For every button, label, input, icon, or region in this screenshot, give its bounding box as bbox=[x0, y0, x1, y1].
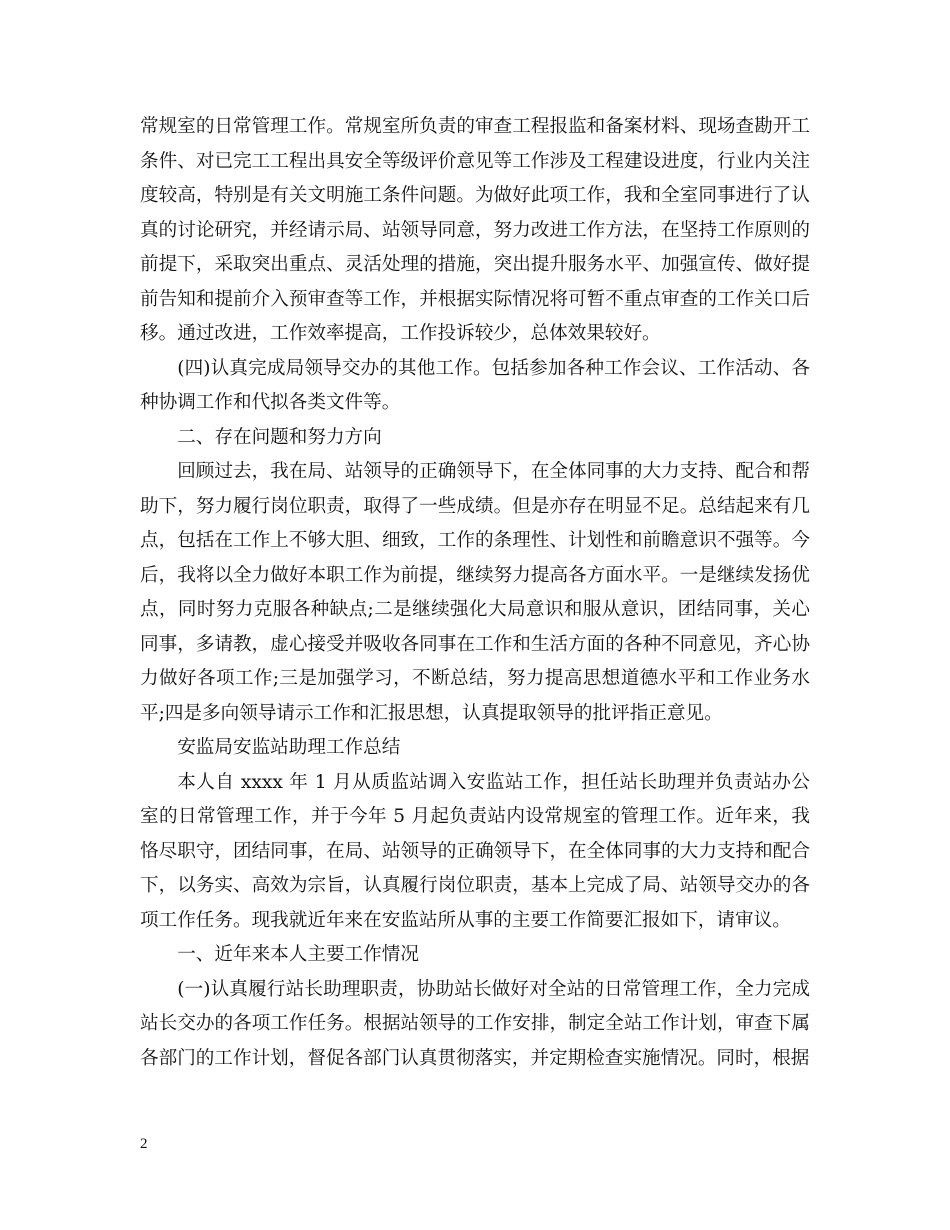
page-number: 2 bbox=[140, 1136, 148, 1152]
paragraph-1: 常规室的日常管理工作。常规室所负责的审查工程报监和备案材料、现场查勘开工条件、对已完工工程出具安全等级评价意见等工作涉及工程建设进度，行业内关注度较高，特别是有关文明施工条件问题。为做好此项工作，我和全室同事进行了认真的讨论研究，并经请示局、站领导同意，努力改进工作方法，在坚持工作原则的前提下，采取突出重点、灵活处理的措施，突出提升服务水平、加强宣传、做好提前告知和提前介入预审查等工作，并根据实际情况将可暂不重点审查的工作关口后移。通过改进，工作效率提高，工作投诉较少，总体效果较好。 bbox=[140, 116, 810, 344]
paragraph-3: 回顾过去，我在局、站领导的正确领导下，在全体同事的大力支持、配合和帮助下，努力履行岗位职责，取得了一些成绩。但是亦存在明显不足。总结起来有几点，包括在工作上不够大胆、细致，工作的条理性、计划性和前瞻意识不强等。今后，我将以全力做好本职工作为前提，继续努力提高各方面水平。一是继续发扬优点，同时努力克服各种缺点;二是继续强化大局意识和服从意识，团结同事，关心同事，多请教，虚心接受并吸收各同事在工作和生活方面的各种不同意见，齐心协力做好各项工作;三是加强学习，不断总结，努力提高思想道德水平和工作业务水平;四是多向领导请示工作和汇报思想，认真提取领导的批评指正意见。 bbox=[140, 461, 810, 724]
paragraph-2: (四)认真完成局领导交办的其他工作。包括参加各种工作会议、工作活动、各种协调工作和代拟各类文件等。 bbox=[140, 357, 810, 413]
section-heading-work: 一、近年来本人主要工作情况 bbox=[177, 944, 419, 965]
document-body bbox=[140, 110, 810, 1076]
paragraph-4: 本人自 xxxx 年 1 月从质监站调入安监站工作，担任站长助理并负责站办公室的日常管理工作，并于今年 5 月起负责站内设常规室的管理工作。近年来，我恪尽职守，团结同事，在局、站领导的正确领导下，在全体同事的大力支持和配合下，以务实、高效为宗旨，认真履行岗位职责，基本上完成了局、站领导交办的各项工作任务。现我就近年来在安监站所从事的主要工作简要汇报如下，请审议。 bbox=[140, 771, 810, 931]
document-title: 安监局安监站助理工作总结 bbox=[177, 737, 401, 758]
section-heading-problems: 二、存在问题和努力方向 bbox=[177, 426, 382, 448]
paragraph-5: (一)认真履行站长助理职责，协助站长做好对全站的日常管理工作，全力完成站长交办的各项工作任务。根据站领导的工作安排，制定全站工作计划，审查下属各部门的工作计划，督促各部门认真贯彻落实，并定期检查实施情况。同时，根据 bbox=[140, 978, 810, 1069]
